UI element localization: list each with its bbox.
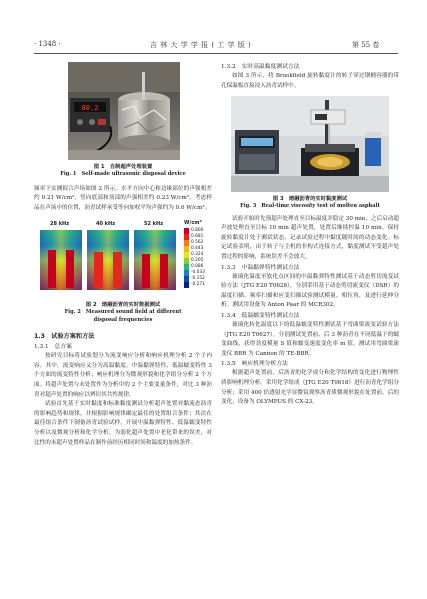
section-1-3-4-title: 1.3.4 低温蠕变特性测试方法 [221,313,300,320]
fig3-caption-en: Fig. 3 Real-time viscosity test of molten asphalt [240,203,380,210]
fig2-caption-en-2: disposal frequencies [93,316,153,323]
scale-value: -0.033 [191,270,205,276]
freq-label-28: 28 kHz [50,221,70,228]
fig2-caption-en-1: Fig. 2 Measured sound field at different [64,309,182,316]
header-rule [34,53,398,54]
page-number: · 1348 · [34,40,61,48]
map-28khz [40,230,82,290]
freq-label-40: 40 kHz [96,221,116,228]
scale-value: 0.681 [191,234,204,240]
map-40khz [87,230,129,290]
scale-value: 0.443 [191,246,204,252]
scale-value: -0.152 [191,276,205,282]
figure-2 [34,220,212,298]
right-column [221,62,399,408]
scale-value: 0.800 [191,228,204,234]
left-paragraph-3: 试验首先基于实时黏度和标准黏度测试分析超声处置对黏流态沥青的影响趋势和规律，并根据影响规律确定最佳的处置组合条件；其次在最佳组合条件下制备沥青试验试样，开展中温黏弹特性、低温蠕变特性分析以及微观分析和化学分析。为弱化超声处置中老化带来的误差，对比性的未超声处置样品在制作前经历相同时间和温度的加热条件。 [34,401,212,446]
fig1-photo [68,62,180,160]
figure-1 [34,62,212,179]
freq-label-52: 52 kHz [144,221,164,228]
fig1-caption-en: Fig. 1 Self-made ultrasonic disposal device [60,171,186,177]
left-paragraph-2: 按研究目标将试验划分为流变响应分析和响应机理分析 2 个子内容。其中，流变响应又分为高温黏度、中温黏弹特性、低温蠕变特性 3 个方面的流变特性分析；响应机理分为微观形貌和化学组分分析 2 个方面。将超声处置与未处置作为分析中的 2 个主要变量条件，对比 3 种沥青对超声处置的响应以辨识其共性规律。 [34,353,212,398]
map-52khz [134,230,176,290]
right-paragraph-1: 如图 3 所示，将 Brookfield 旋转黏度计的转子穿过钢桶容器的带孔保温板直接浸入沥青试样中。 [221,73,399,89]
figure-3 [221,96,399,211]
scale-entry [184,282,212,288]
right-paragraph-3: 玻璃化温度至软化点区间的中温黏弹特性测试基于动态剪切流变试验方法（JTG E20 T0628），分别采用基于动态剪切流变仪（DSR）的温度扫描、频率扫描和应变扫描试验测试模量、相位角，及进行延伸分析。测试用设备为 Anton Paar 的 MCR302。 [221,273,399,309]
fig1-caption-cn: 图 1 自制超声处理装置 [93,164,153,170]
scale-value: -0.271 [191,282,205,288]
left-column [34,62,212,448]
color-scale [184,228,212,288]
scale-unit: W/cm² [184,220,202,227]
left-paragraph-1: 频率下实测拟合声场如图 2 所示。水平方向中心和边缘部位的声强相差约 0.21 W/cm²，竖向底部和顶部的声强相差约 0.23 W/cm²。考虑样品在声场中的位置，沥青试样承受等向加权平均声强约为 0.6 W/cm²。 [34,185,212,211]
scale-value: 0.324 [191,252,204,258]
section-1-3-1-title: 1.3.1 总方案 [34,344,72,351]
sound-field-maps [38,228,178,292]
scale-swatch [184,282,189,288]
volume-label: 第 55 卷 [352,41,380,49]
right-paragraph-4: 玻璃化转化温度以下的低温蠕变特性测试基于弯曲梁流变试验方法（JTG E20 T0627）。分别测试处置前、后 3 种沥青在不同低温下的蠕变曲线，获得劲度模量 S 值和蠕变速度变化率 m 值。测试用弯曲梁流变仪 BBR 为 Cannon 的 TE-BBR。 [221,322,399,357]
power-display: 80.2 [81,104,99,112]
scale-value: 0.562 [191,240,204,246]
section-1-3-title: 1.3 试验方案和方法 [34,333,95,341]
right-paragraph-2: 试验开始时先预超声处理直至目标温度并稳定 30 min，之后启动超声波处理直至目标 10 min 超声处置，处置后继续控温 10 min。保持旋转黏度计处于测试状态，记录试验过程中黏度随时间的动态变化。标定试验表明，由于转子与主机的非构式连接方式，黏度测试不受超声处置过程的影响，系统误差不会放大。 [221,215,399,261]
fig3-caption-cn: 图 3 熔融沥青的实时黏度测试 [272,196,348,203]
section-1-3-2-title: 1.3.2 实时高温黏度测试方法 [221,64,300,70]
fig3-photo [231,96,389,192]
journal-title: 吉 林 大 学 学 报 ( 工 学 版 ) [150,41,252,49]
section-1-3-5-title: 1.3.5 响应机理分析方法 [221,361,288,368]
scale-value: 0.205 [191,258,204,264]
right-paragraph-5: 根据超声处置前、后沥青的化学成分和化学结构的变化进行物理性质影响机理分析。采用化学组成（JTG E20 T0618）进行沥青化学组分分析；采用 400 倍透射光学显微镜观察沥青质微观形貌在处置前、后的变化，设备为 OLYMPUS 的 CX-23。 [221,370,399,406]
scale-value: 0.086 [191,264,204,270]
section-1-3-3-title: 1.3.3 中温黏弹特性测试方法 [221,264,300,271]
fig2-caption-cn: 图 2 熔融沥青的实时数据测试 [85,302,161,309]
